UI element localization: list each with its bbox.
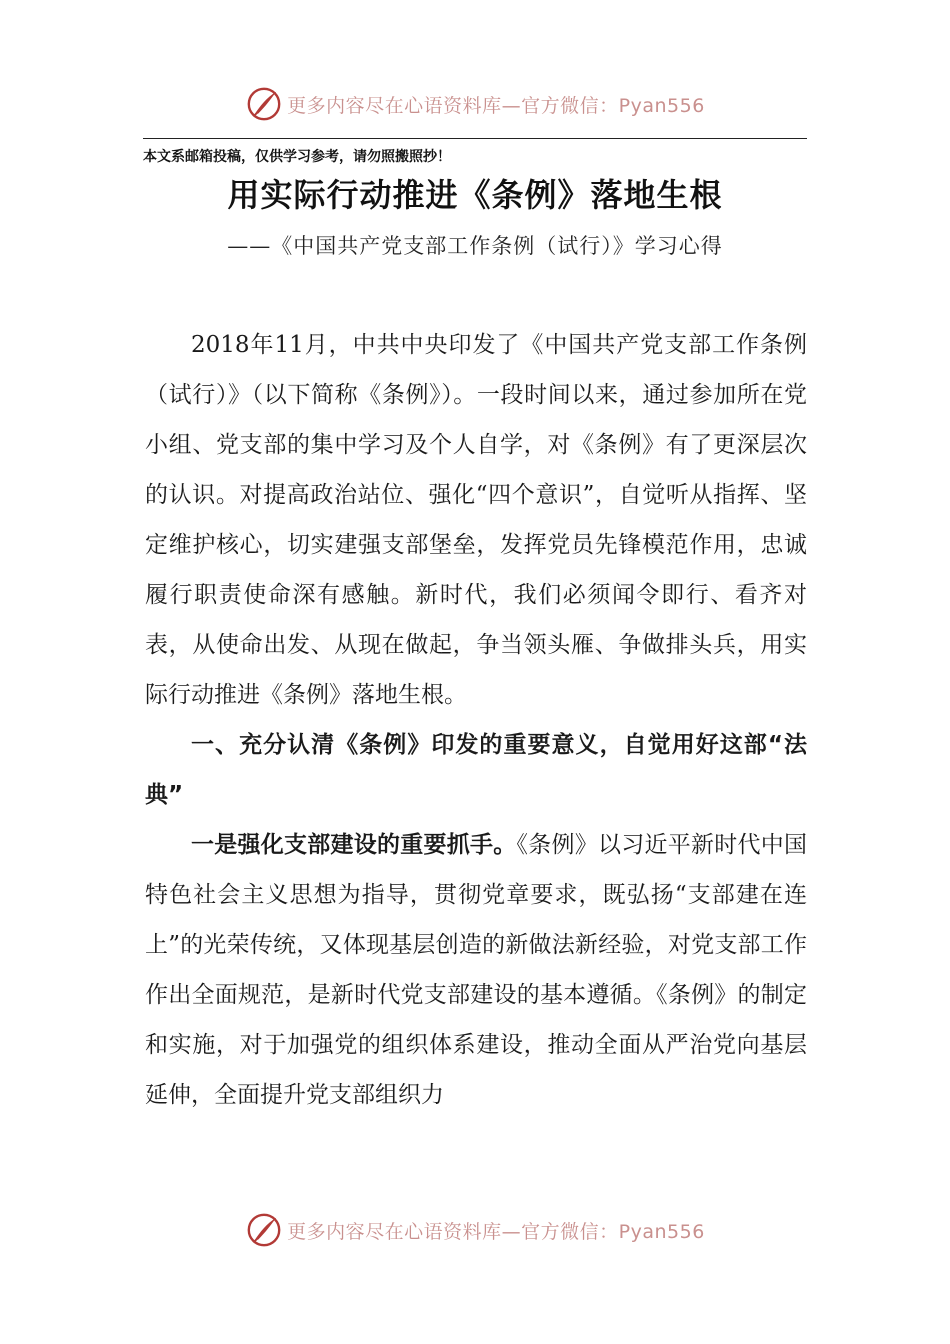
paragraph-2-body: 《条例》以习近平新时代中国特色社会主义思想为指导，贯彻党章要求，既弘扬“支部建在连上”的光荣传统，又体现基层创造的新做法新经验，对党支部工作作出全面规范，是新时代党支部建设的基本遵循。《条例》的制定和实施，对于加强党的组织体系建设，推动全面从严治党向基层延伸，全面提升党支部组织力 [145, 832, 807, 1108]
document-body [145, 320, 807, 1120]
submission-notice: 本文系邮箱投稿，仅供学习参考，请勿照搬照抄！ [143, 149, 451, 165]
paragraph-2 [145, 820, 807, 1120]
watermark-text: 更多内容尽在心语资料库—官方微信：Pyan556 [287, 94, 705, 117]
paragraph-2-lead: 一是强化支部建设的重要抓手。 [191, 831, 517, 858]
watermark-header [0, 82, 950, 126]
watermark-footer [0, 1208, 950, 1252]
feather-pen-icon [245, 85, 283, 123]
paragraph-intro: 2018年11月，中共中央印发了《中国共产党支部工作条例（试行）》（以下简称《条例》）。一段时间以来，通过参加所在党小组、党支部的集中学习及个人自学，对《条例》有了更深层次的认识。对提高政治站位、强化“四个意识”，自觉听从指挥、坚定维护核心，切实建强支部堡垒，发挥党员先锋模范作用，忠诚履行职责使命深有感触。新时代，我们必须闻令即行、看齐对表，从使命出发、从现在做起，争当领头雁、争做排头兵，用实际行动推进《条例》落地生根。 [145, 332, 807, 708]
section-heading-1: 一、充分认清《条例》印发的重要意义，自觉用好这部“法典” [145, 732, 807, 808]
document-title: 用实际行动推进《条例》落地生根 [227, 176, 723, 214]
feather-pen-icon [245, 1211, 283, 1249]
header-divider [143, 138, 807, 139]
document-subtitle: ——《中国共产党支部工作条例（试行）》学习心得 [227, 234, 723, 258]
watermark-text: 更多内容尽在心语资料库—官方微信：Pyan556 [287, 1220, 705, 1243]
